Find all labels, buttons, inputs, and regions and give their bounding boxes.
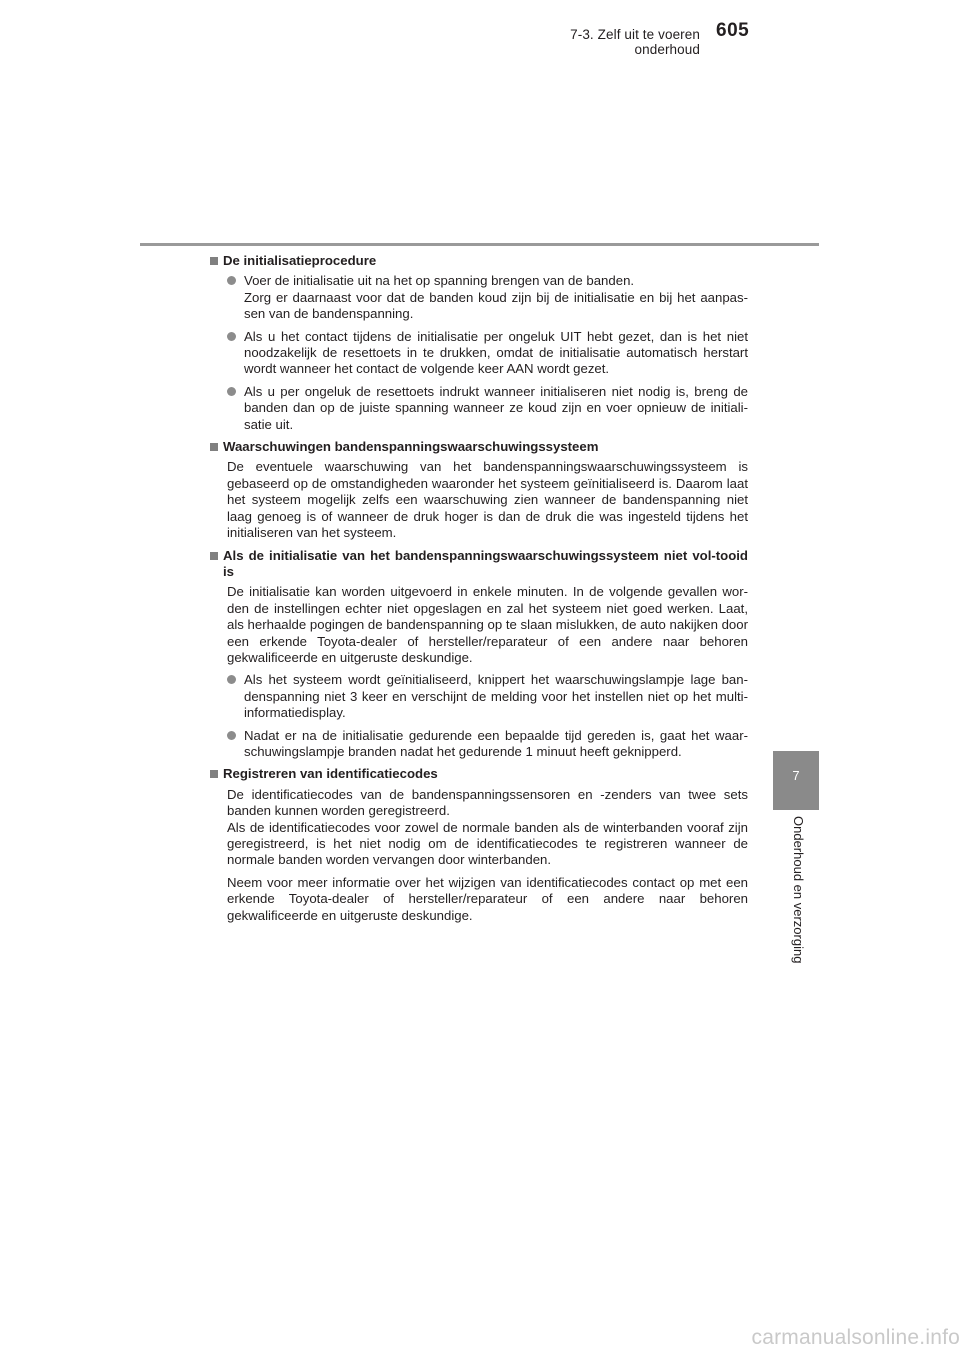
- section-initialization-procedure: [210, 253, 748, 433]
- paragraph: Neem voor meer informatie over het wijzigen van identificatiecodes contact op met een erkende Toyota-dealer of hersteller/reparateur of een andere naar behoren gekwalificeerde en uitgeruste deskundige.: [227, 874, 748, 923]
- chapter-number: 7: [792, 768, 800, 783]
- chapter-tab: [773, 751, 819, 810]
- section-heading: Waarschuwingen bandenspanningswaarschuwingssysteem: [210, 439, 748, 455]
- round-bullet-icon: [227, 731, 236, 740]
- header-divider: [140, 243, 819, 246]
- list-item: Als u het contact tijdens de initialisatie per ongeluk UIT hebt gezet, dan is het niet noodzakelijk de resettoets in te drukken, omdat de initialisatie automatisch herstart wordt wanneer het contact de volgende keer AAN wordt gezet.: [227, 329, 748, 378]
- square-bullet-icon: [210, 443, 218, 451]
- section-heading: Registreren van identificatiecodes: [210, 766, 748, 782]
- paragraph: De eventuele waarschuwing van het bandenspanningswaarschuwingssysteem is gebaseerd op de omstandigheden waaronder het systeem geïnitialiseerd is. Daarom laat het systeem mogelijk zelfs een waarschuwing zien wanneer de bandenspanning niet laag genoeg is of wanneer de druk hoger is dan de druk die was ingesteld tijdens het initialiseren van het systeem.: [227, 459, 748, 541]
- paragraph: De initialisatie kan worden uitgevoerd in enkele minuten. In de volgende gevallen wor-den de instellingen echter niet opgeslagen en zal het systeem niet goed werken. Laat, als herhaalde pogingen de bandenspanning op te slaan mislukken, de auto nakijken door een erkende Toyota-dealer of hersteller/reparateur of een andere naar behoren gekwalificeerde en uitgeruste deskundige.: [227, 584, 748, 665]
- section-warnings: [210, 439, 748, 541]
- section-registering-id-codes: [210, 766, 748, 924]
- page-number: 605: [716, 20, 750, 41]
- running-header-section: 7-3. Zelf uit te voeren onderhoud: [570, 27, 700, 57]
- section-heading: De initialisatieprocedure: [210, 253, 748, 269]
- list-item: Nadat er na de initialisatie gedurende een bepaalde tijd gereden is, gaat het waar-schuwingslampje branden nadat het gedurende 1 minuut heeft geknipperd.: [227, 728, 748, 761]
- square-bullet-icon: [210, 257, 218, 265]
- list-item: Als u per ongeluk de resettoets indrukt wanneer initialiseren niet nodig is, breng de banden dan op de juiste spanning wanneer ze koud zijn en voer opnieuw de initiali-satie uit.: [227, 384, 748, 433]
- round-bullet-icon: [227, 276, 236, 285]
- paragraph: De identificatiecodes van de bandenspanningssensoren en -zenders van twee sets banden kunnen worden geregistreerd. Als de identificatiecodes voor zowel de normale banden als de winterbanden vooraf zijn geregistreerd, is het niet nodig om de identificatiecodes te registreren wanneer de normale banden worden vervangen door winterbanden.: [227, 786, 748, 868]
- round-bullet-icon: [227, 675, 236, 684]
- square-bullet-icon: [210, 552, 218, 560]
- section-heading: Als de initialisatie van het bandenspanningswaarschuwingssysteem niet vol-tooid is: [210, 548, 748, 581]
- round-bullet-icon: [227, 387, 236, 396]
- list-item: Voer de initialisatie uit na het op spanning brengen van de banden. Zorg er daarnaast voor dat de banden koud zijn bij de initialisatie en bij het aanpas-sen van de bandenspanning.: [227, 273, 748, 322]
- list-item: Als het systeem wordt geïnitialiseerd, knippert het waarschuwingslampje lage ban-denspanning niet 3 keer en verschijnt de melding voor het instellen niet op het multi-informatiedisplay.: [227, 672, 748, 721]
- square-bullet-icon: [210, 770, 218, 778]
- chapter-label: Onderhoud en verzorging: [791, 816, 806, 964]
- section-initialization-incomplete: [210, 548, 748, 761]
- watermark: carmanualsonline.info: [751, 1326, 960, 1349]
- page-content: [210, 253, 748, 930]
- round-bullet-icon: [227, 332, 236, 341]
